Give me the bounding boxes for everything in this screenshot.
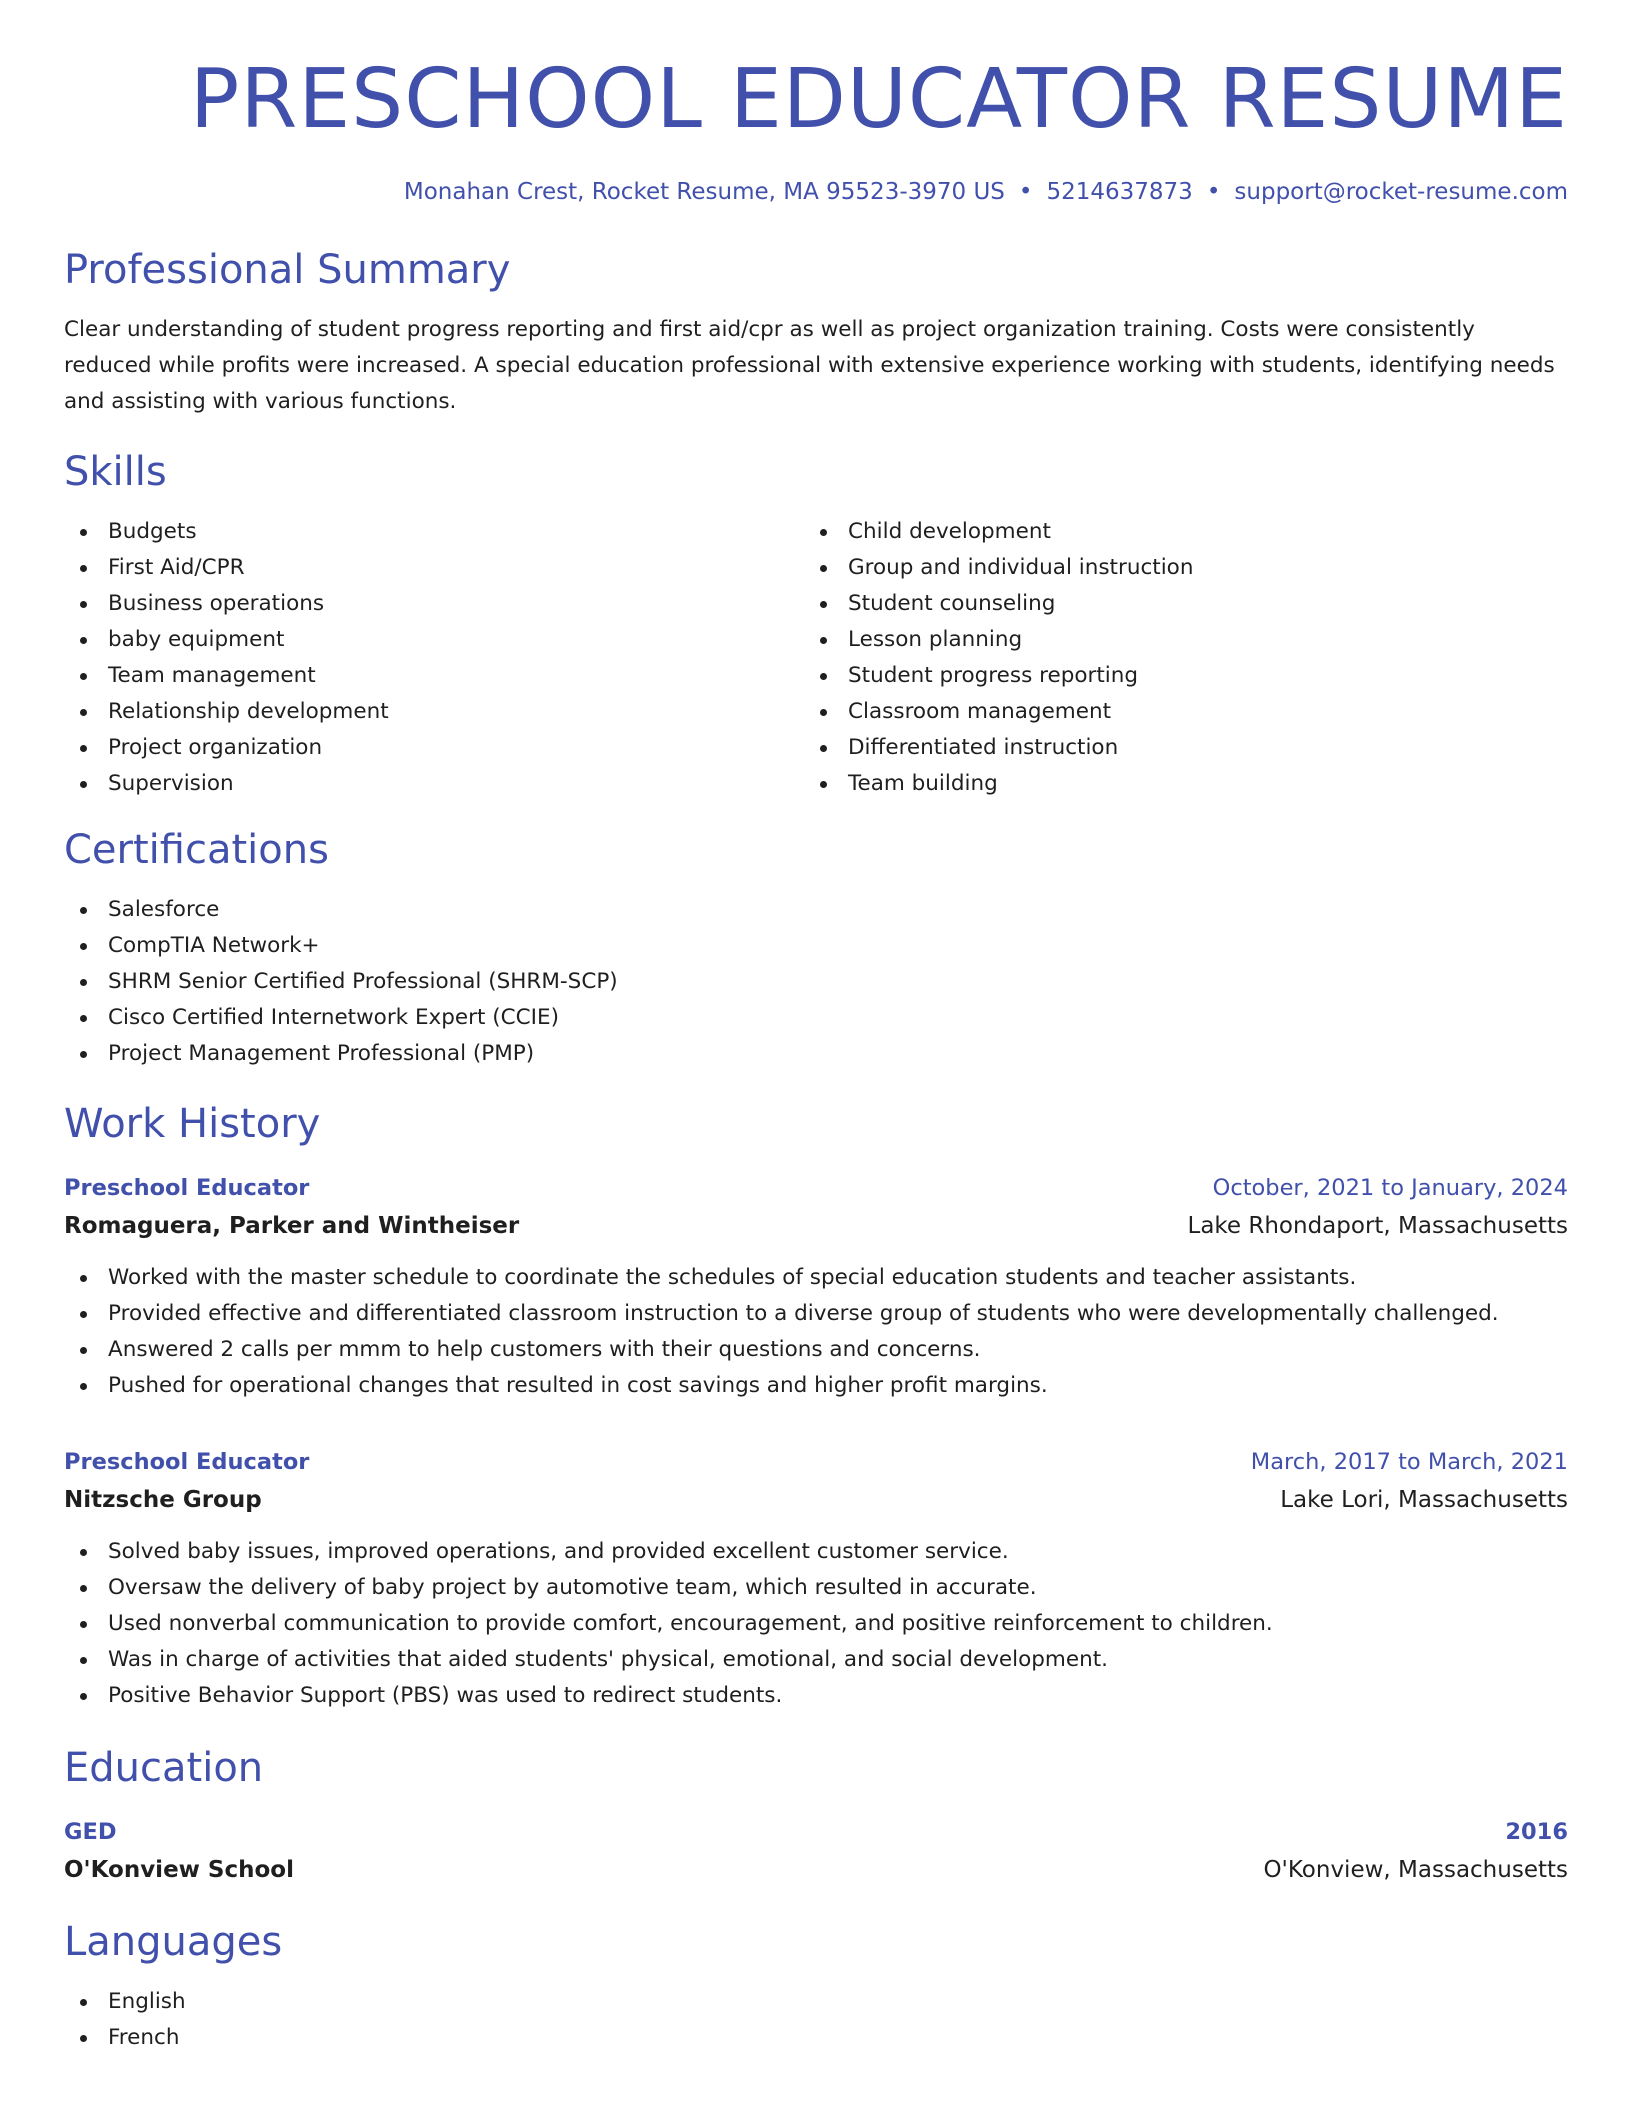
education-location: O'Konview, Massachusetts	[1263, 1857, 1568, 1883]
languages-heading: Languages	[64, 1919, 283, 1965]
language-item: English	[64, 1984, 1568, 2020]
job-duties-list	[64, 1260, 1568, 1404]
job-entry	[64, 1170, 1568, 1404]
job-duty-item: Solved baby issues, improved operations, and provided excellent customer service.	[64, 1534, 1568, 1570]
certification-item: Project Management Professional (PMP)	[64, 1036, 1568, 1072]
job-duty-item: Was in charge of activities that aided students' physical, emotional, and social development.	[64, 1642, 1568, 1678]
education-degree-row	[64, 1814, 1568, 1850]
skill-item: Business operations	[64, 586, 804, 622]
job-dates: October, 2021 to January, 2024	[1212, 1175, 1568, 1201]
education-year: 2016	[1505, 1819, 1568, 1845]
summary-text: Clear understanding of student progress reporting and first aid/cpr as well as project organization training. Costs were consistently reduced while profits were increased. A special education professional with extensive experience working with students, identifying needs and assisting with various functions.	[64, 317, 1555, 414]
skill-item: Lesson planning	[804, 622, 1544, 658]
education-degree: GED	[64, 1819, 117, 1845]
education-school: O'Konview School	[64, 1857, 294, 1883]
summary-section	[64, 246, 1568, 420]
skill-item: Supervision	[64, 766, 804, 802]
job-dates: March, 2017 to March, 2021	[1250, 1449, 1568, 1475]
skills-section	[64, 448, 1568, 802]
contact-separator: •	[1018, 179, 1033, 205]
skill-item: Differentiated instruction	[804, 730, 1544, 766]
skill-item: Team management	[64, 658, 804, 694]
skill-item: Child development	[804, 514, 1544, 550]
skills-list-left	[64, 514, 804, 802]
skills-grid	[64, 514, 1568, 802]
job-company: Romaguera, Parker and Wintheiser	[64, 1213, 520, 1239]
skills-column-left	[64, 514, 804, 802]
education-section	[64, 1744, 1568, 1890]
work-history-heading: Work History	[64, 1101, 321, 1147]
skills-heading: Skills	[64, 449, 167, 495]
skill-item: baby equipment	[64, 622, 804, 658]
job-company: Nitzsche Group	[64, 1487, 262, 1513]
job-duty-item: Worked with the master schedule to coordinate the schedules of special education students and teacher assistants.	[64, 1260, 1568, 1296]
job-company-row	[64, 1480, 1568, 1520]
contact-email[interactable]: support@rocket-resume.com	[1234, 179, 1568, 205]
job-title-row	[64, 1170, 1568, 1206]
job-duty-item: Pushed for operational changes that resulted in cost savings and higher profit margins.	[64, 1368, 1568, 1404]
contact-line	[64, 176, 1568, 208]
job-location: Lake Lori, Massachusetts	[1280, 1487, 1568, 1513]
languages-section	[64, 1918, 1568, 2056]
skills-column-right	[804, 514, 1544, 802]
certifications-list	[64, 892, 1568, 1072]
certification-item: SHRM Senior Certified Professional (SHRM-SCP)	[64, 964, 1568, 1000]
skill-item: First Aid/CPR	[64, 550, 804, 586]
summary-heading: Professional Summary	[64, 247, 511, 293]
resume-title: PRESCHOOL EDUCATOR RESUME	[189, 52, 1568, 147]
certifications-section	[64, 826, 1568, 1072]
job-duty-item: Positive Behavior Support (PBS) was used to redirect students.	[64, 1678, 1568, 1714]
certification-item: Salesforce	[64, 892, 1568, 928]
skill-item: Student counseling	[804, 586, 1544, 622]
certifications-heading: Certifications	[64, 827, 329, 873]
job-title: Preschool Educator	[64, 1449, 310, 1475]
contact-address: Monahan Crest, Rocket Resume, MA 95523-3970 US	[403, 179, 1005, 205]
job-duty-item: Oversaw the delivery of baby project by automotive team, which resulted in accurate.	[64, 1570, 1568, 1606]
work-history-section	[64, 1100, 1568, 1714]
contact-separator: •	[1206, 179, 1221, 205]
skills-list-right	[804, 514, 1544, 802]
skill-item: Budgets	[64, 514, 804, 550]
job-entry	[64, 1444, 1568, 1714]
skill-item: Classroom management	[804, 694, 1544, 730]
job-duty-item: Provided effective and differentiated classroom instruction to a diverse group of students who were developmentally challenged.	[64, 1296, 1568, 1332]
skill-item: Team building	[804, 766, 1544, 802]
skill-item: Relationship development	[64, 694, 804, 730]
certification-item: Cisco Certified Internetwork Expert (CCIE)	[64, 1000, 1568, 1036]
skill-item: Group and individual instruction	[804, 550, 1544, 586]
job-title-row	[64, 1444, 1568, 1480]
skill-item: Project organization	[64, 730, 804, 766]
certification-item: CompTIA Network+	[64, 928, 1568, 964]
resume-header	[64, 52, 1568, 208]
language-item: French	[64, 2020, 1568, 2056]
job-duty-item: Used nonverbal communication to provide comfort, encouragement, and positive reinforcement to children.	[64, 1606, 1568, 1642]
job-duties-list	[64, 1534, 1568, 1714]
languages-list	[64, 1984, 1568, 2056]
job-company-row	[64, 1206, 1568, 1246]
education-entry	[64, 1814, 1568, 1890]
job-location: Lake Rhondaport, Massachusetts	[1187, 1213, 1568, 1239]
education-school-row	[64, 1850, 1568, 1890]
education-heading: Education	[64, 1745, 264, 1791]
job-title: Preschool Educator	[64, 1175, 310, 1201]
contact-phone: 5214637873	[1046, 179, 1193, 205]
skill-item: Student progress reporting	[804, 658, 1544, 694]
job-duty-item: Answered 2 calls per mmm to help customers with their questions and concerns.	[64, 1332, 1568, 1368]
